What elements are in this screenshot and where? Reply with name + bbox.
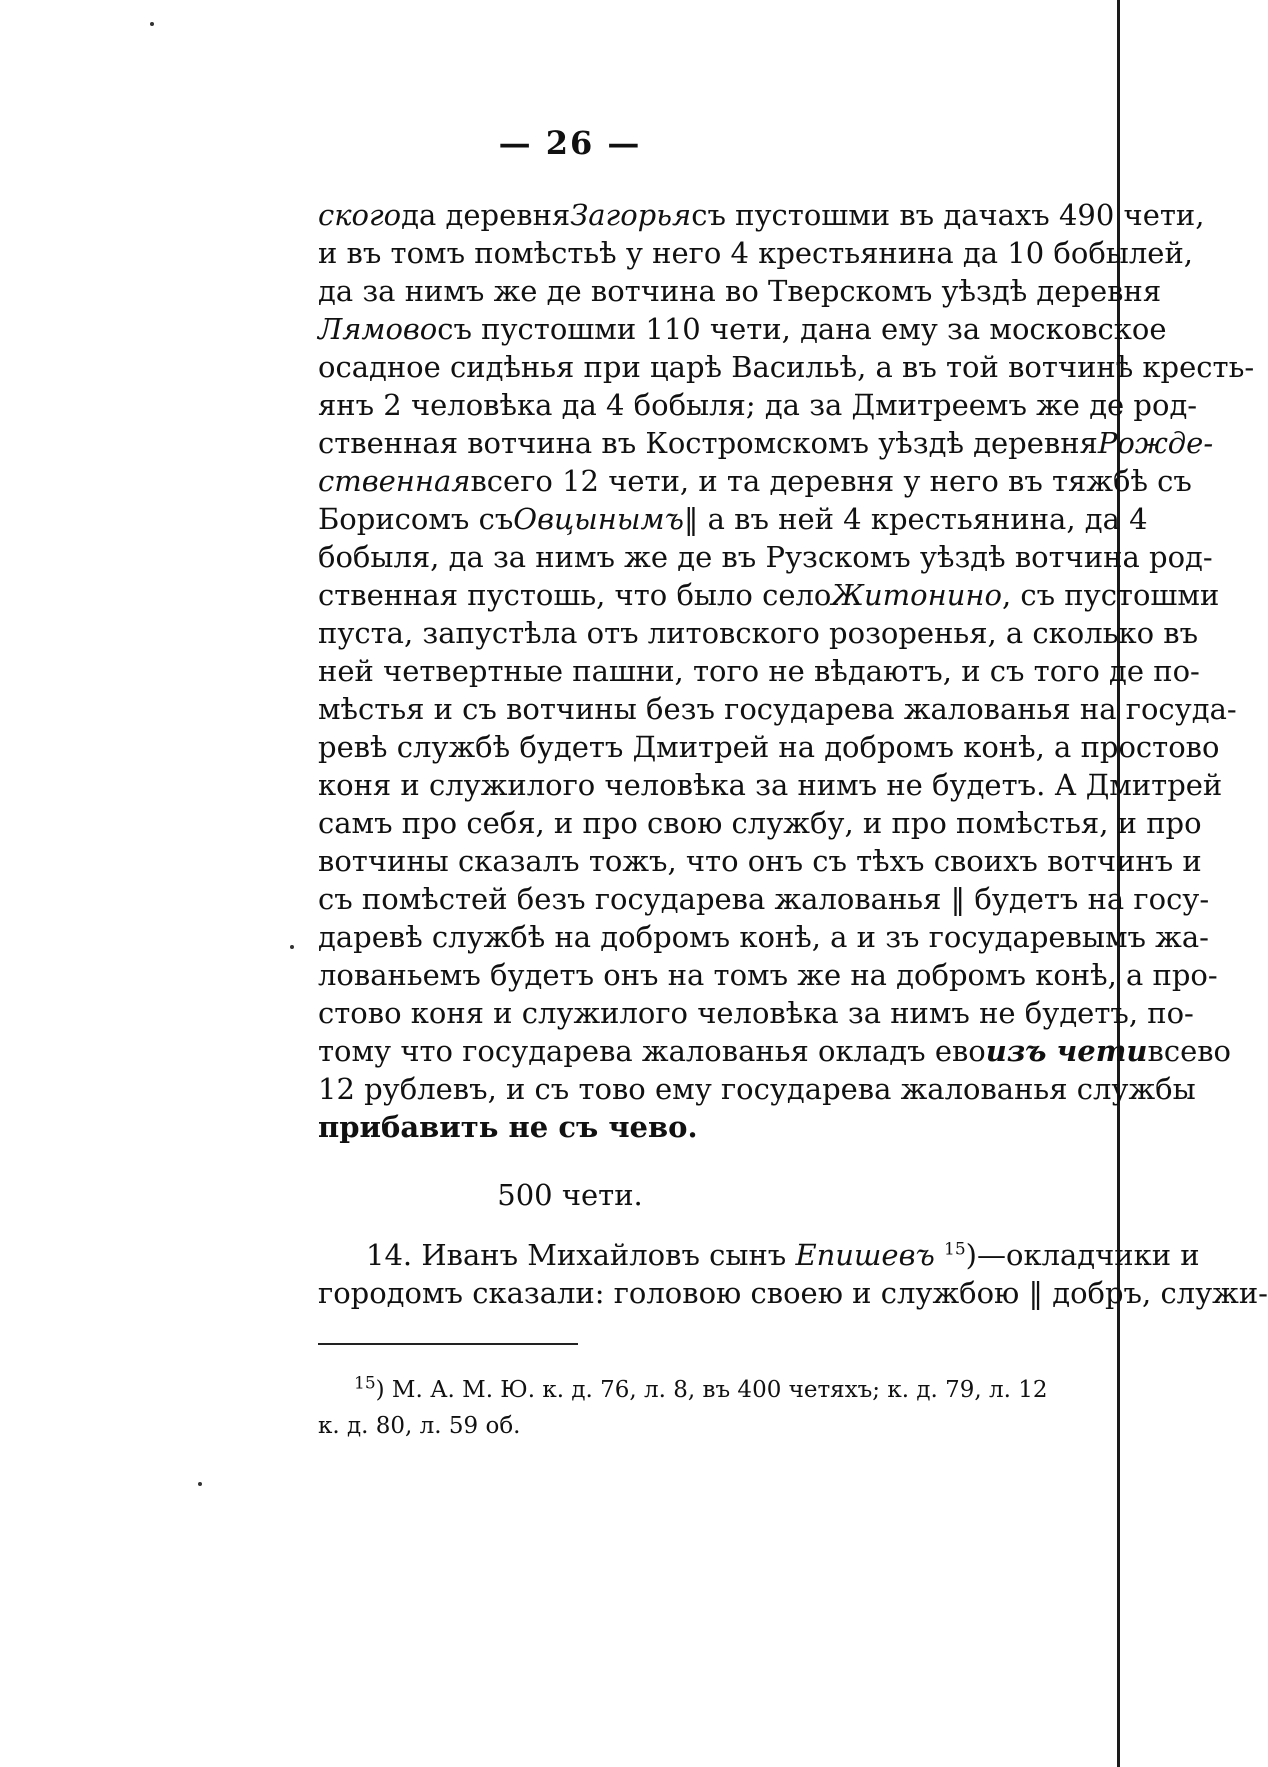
text-fragment: 12 рублевъ, и съ тово ему государева жалованья службы — [318, 1072, 1196, 1106]
text-fragment: коня и служилого человѣка за нимъ не будетъ. А Дмитрей — [318, 768, 1223, 802]
place-name: Житонино — [831, 578, 1002, 612]
text-line — [318, 196, 1205, 234]
text-line — [318, 994, 1194, 1032]
text-line — [318, 1236, 1200, 1274]
text-fragment: да за нимъ же де вотчина во Тверскомъ уѣздѣ деревня — [318, 274, 1162, 308]
footnote-divider — [318, 1343, 578, 1345]
text-line — [318, 272, 1162, 310]
text-fragment: тому что государева жалованья окладъ ево — [318, 1034, 986, 1068]
text-fragment: вотчины сказалъ тожъ, что онъ съ тѣхъ своихъ вотчинъ и — [318, 844, 1202, 878]
footnote-line — [318, 1372, 1098, 1408]
text-line — [318, 918, 1209, 956]
text-fragment: лованьемъ будетъ онъ на томъ же на добромъ конѣ, а про- — [318, 958, 1218, 992]
text-line — [318, 956, 1218, 994]
text-line — [318, 766, 1223, 804]
text-fragment: , съ пустошми — [1001, 578, 1220, 612]
person-name: Епишевъ — [795, 1238, 935, 1272]
scan-speck — [150, 22, 154, 26]
text-fragment: самъ про себя, и про свою службу, и про помѣстья, и про — [318, 806, 1202, 840]
text-fragment: ственная пустошь, что было село — [318, 578, 832, 612]
text-fragment: к. д. 80, л. 59 об. — [318, 1413, 521, 1439]
text-fragment: съ помѣстей безъ государева жалованья ‖ будетъ на госу- — [318, 882, 1210, 916]
text-fragment: и въ томъ помѣстьѣ у него 4 крестьянина да 10 бобылей, — [318, 236, 1193, 270]
text-fragment: 14. Иванъ Михайловъ сынъ — [366, 1238, 796, 1272]
text-fragment: янъ 2 человѣка да 4 бобыля; да за Дмитреемъ же де род- — [318, 388, 1198, 422]
text-line — [318, 728, 1220, 766]
text-fragment: ней четвертные пашни, того не вѣдаютъ, и съ того де по- — [318, 654, 1200, 688]
text-line — [318, 424, 1214, 462]
text-fragment: да деревня — [401, 198, 571, 232]
entry-text — [366, 1236, 1200, 1274]
text-fragment: бобыля, да за нимъ же де въ Рузскомъ уѣздѣ вотчина род- — [318, 540, 1213, 574]
text-line — [318, 1070, 1196, 1108]
text-fragment: ревѣ службѣ будетъ Дмитрей на добромъ конѣ, а простово — [318, 730, 1220, 764]
text-fragment: городомъ сказали: головою своею и службою ‖ добръ, служи- — [318, 1276, 1268, 1310]
footnotes — [318, 1372, 1098, 1444]
text-fragment: Борисомъ съ — [318, 502, 514, 536]
place-name: ственная — [318, 464, 471, 498]
text-fragment: всего 12 чети, и та деревня у него въ тяжбѣ съ — [470, 464, 1192, 498]
text-line — [318, 690, 1237, 728]
text-fragment: прибавить не съ чево. — [318, 1110, 698, 1144]
page-number: — 26 — — [498, 124, 642, 162]
text-fragment: мѣстья и съ вотчины безъ государева жалованья на госуда- — [318, 692, 1237, 726]
text-fragment: даревѣ службѣ на добромъ конѣ, а и зъ государевымъ жа- — [318, 920, 1209, 954]
text-fragment: ственная вотчина въ Костромскомъ уѣздѣ деревня — [318, 426, 1098, 460]
text-line — [318, 462, 1192, 500]
text-line — [318, 234, 1193, 272]
text-line — [318, 652, 1200, 690]
italic-fragment: изъ чети — [985, 1034, 1148, 1068]
text-fragment: пуста, запустѣла отъ литовского розоренья, а сколько въ — [318, 616, 1199, 650]
text-fragment: )—окладчики и — [965, 1238, 1200, 1272]
paragraph-main — [318, 196, 1255, 1146]
text-fragment: стово коня и служилого человѣка за нимъ не будетъ, по- — [318, 996, 1194, 1030]
text-line — [318, 1108, 1098, 1146]
italic-fragment: ского — [318, 198, 402, 232]
text-line — [318, 880, 1210, 918]
place-name: Лямово — [318, 312, 438, 346]
text-fragment: осадное сидѣнья при царѣ Васильѣ, а въ той вотчинѣ кресть- — [318, 350, 1255, 384]
text-line — [318, 804, 1202, 842]
text-fragment: съ пустошми въ дачахъ 490 чети, — [691, 198, 1205, 232]
place-name: Загорья — [570, 198, 692, 232]
footnote-marker: 15 — [944, 1239, 966, 1260]
scan-speck — [198, 1482, 202, 1486]
section-heading: 500 чети. — [497, 1178, 643, 1212]
text-fragment: съ пустошми 110 чети, дана ему за московское — [437, 312, 1167, 346]
text-fragment: ‖ а въ ней 4 крестьянина, да 4 — [683, 502, 1148, 536]
text-line — [318, 348, 1255, 386]
text-line — [318, 614, 1199, 652]
text-line — [318, 576, 1220, 614]
text-fragment: ) М. А. М. Ю. к. д. 76, л. 8, въ 400 четяхъ; к. д. 79, л. 12 — [375, 1377, 1048, 1403]
paragraph-entry-14 — [318, 1236, 1268, 1312]
text-line — [318, 500, 1148, 538]
text-line — [318, 538, 1213, 576]
text-line — [318, 1032, 1232, 1070]
scan-speck — [290, 945, 294, 949]
person-name: Овцынымъ — [513, 502, 684, 536]
text-line — [318, 842, 1202, 880]
text-fragment: всево — [1147, 1034, 1232, 1068]
text-line — [318, 386, 1198, 424]
place-name: Рожде- — [1097, 426, 1214, 460]
text-line — [318, 1274, 1268, 1312]
footnote-line — [318, 1408, 1098, 1444]
text-line — [318, 310, 1167, 348]
footnote-marker: 15 — [354, 1373, 376, 1394]
footnote-text — [354, 1372, 1048, 1408]
